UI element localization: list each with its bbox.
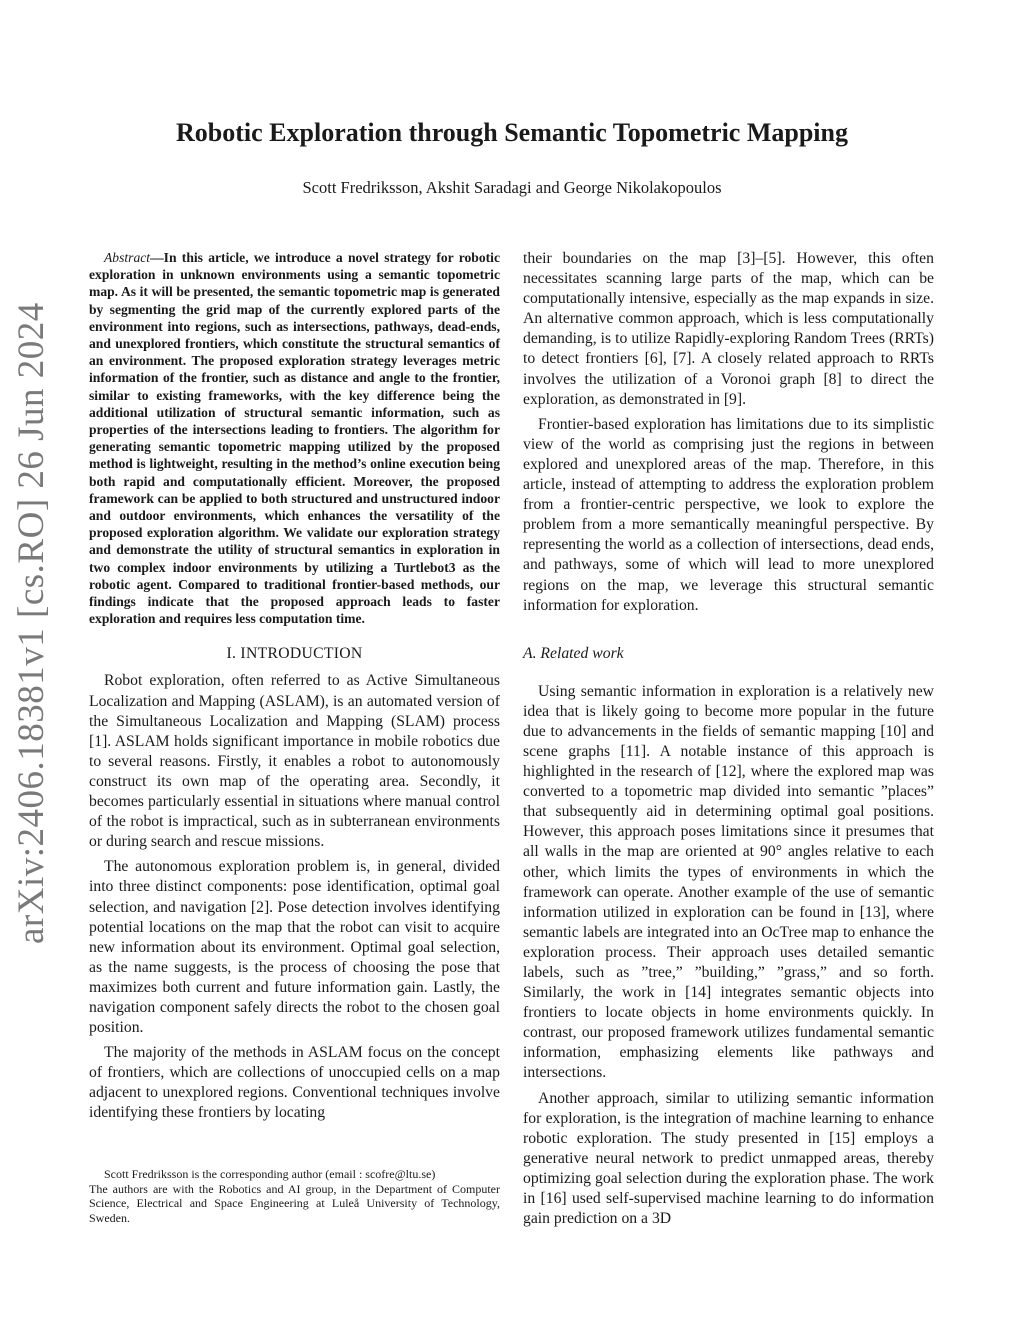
footnote-affiliation: The authors are with the Robotics and AI group, in the Department of Computer Science, Electrical and Space Engineering at Luleå University of Technology, Sweden. <box>89 1181 500 1225</box>
paper-title: Robotic Exploration through Semantic Topometric Mapping <box>176 118 848 147</box>
related-work-paragraph-2: Another approach, similar to utilizing semantic information for exploration, is the integration of machine learning to enhance robotic exploration. The study presented in [15] employs a generative neural network to predict unmapped areas, thereby optimizing goal selection during the exploration phase. The work in [16] used self-supervised machine learning to do information gain prediction on a 3D <box>523 1089 934 1228</box>
footnote-corresponding-author: Scott Fredriksson is the corresponding author (email : scofre@ltu.se) <box>104 1167 436 1181</box>
abstract-text: In this article, we introduce a novel strategy for robotic exploration in unknown environments using a semantic topometric map. As it will be presented, the semantic topometric map is generated by segmenting the grid map of the currently explored parts of the environment into regions, such as intersections, pathways, dead-ends, and unexplored frontiers, which constitute the structural semantics of an environment. The proposed exploration strategy leverages metric information of the frontier, such as distance and angle to the frontier, similar to existing frameworks, with the key difference being the additional utilization of structural semantic information, such as properties of the intersections leading to frontiers. The algorithm for generating semantic topometric mapping utilized by the proposed method is lightweight, resulting in the method’s online execution being both rapid and computationally efficient. Moreover, the proposed framework can be applied to both structured and unstructured indoor and outdoor environments, which enhances the versatility of the proposed exploration algorithm. We validate our exploration strategy and demonstrate the utility of structural semantics in exploration in two complex indoor environments by utilizing a Turtlebot3 as the robotic agent. Compared to traditional frontier-based methods, our findings indicate that the proposed approach leads to faster exploration and requires less computation time. <box>89 250 500 627</box>
right-paragraph-1: their boundaries on the map [3]–[5]. However, this often necessitates scanning large parts of the map, which can be computationally intensive, especially as the map expands in size. An alternative common approach, which is less computationally demanding, is to utilize Rapidly-exploring Random Trees (RRTs) to detect frontiers [6], [7]. A closely related approach to RRTs involves the utilization of a Voronoi graph [8] to direct the exploration, as demonstrated in [9]. <box>523 250 934 408</box>
author-list: Scott Fredriksson, Akshit Saradagi and George Nikolakopoulos <box>302 178 722 197</box>
intro-paragraph-1: Robot exploration, often referred to as Active Simultaneous Localization and Mapping (ASLAM), is an automated version of the Simultaneous Localization and Mapping (SLAM) process [1]. ASLAM holds significant importance in mobile robotics due to several reasons. Firstly, it enables a robot to autonomously construct its own map of the operating area. Secondly, it becomes particularly essential in situations where manual control of the robot is impractical, such as in subterranean environments or during search and rescue missions. <box>89 672 500 851</box>
right-paragraph-2: Frontier-based exploration has limitations due to its simplistic view of the world as comprising just the regions in between explored and unexplored areas of the map. Therefore, in this article, instead of attempting to address the exploration problem from a frontier-centric perspective, we look to explore the problem from a more semantically meaningful perspective. By representing the world as a collection of intersections, dead ends, and pathways, some of which will lead to more unexplored regions on the map, we leverage this structural semantic information for exploration. <box>523 415 934 614</box>
arxiv-identifier: arXiv:2406.18381v1 [cs.RO] 26 Jun 2024 <box>11 302 52 944</box>
right-column <box>523 249 934 1229</box>
intro-paragraph-2: The autonomous exploration problem is, in general, divided into three distinct components: pose identification, optimal goal selection, and navigation [2]. Pose detection involves identifying potential locations on the map that the robot can visit to acquire new information about its environment. Optimal goal selection, as the name suggests, is the process of choosing the pose that maximizes both current and future information gain. Lastly, the navigation component safely directs the robot to the chosen goal position. <box>89 858 500 1037</box>
section-heading-introduction: I. INTRODUCTION <box>226 645 363 663</box>
left-column <box>89 249 500 1124</box>
abstract <box>89 249 500 627</box>
footnote <box>89 1167 500 1225</box>
related-work-paragraph-1: Using semantic information in exploration is a relatively new idea that is likely going to become more popular in the future due to advancements in the fields of semantic mapping [10] and scene graphs [11]. A notable instance of this approach is highlighted in the research of [12], where the explored map was converted to a topometric map divided into semantic ”places” that subsequently aid in determining optimal goal positions. However, this approach poses limitations since it presumes that all walls in the map are oriented at 90° angles relative to each other, which limits the types of environments in which the framework can operate. Another example of the use of semantic information utilized in exploration can be found in [13], where semantic labels are integrated into an OcTree map to enhance the exploration process. Their approach uses detailed semantic labels, such as ”tree,” ”building,” ”grass,” and so forth. Similarly, the work in [14] integrates semantic objects into frontiers to locate objects in home environments quickly. In contrast, our proposed framework utilizes fundamental semantic information, emphasizing elements like pathways and intersections. <box>523 682 934 1082</box>
subsection-heading-related-work: A. Related work <box>523 644 624 662</box>
intro-paragraph-3: The majority of the methods in ASLAM focus on the concept of frontiers, which are collections of unoccupied cells on a map adjacent to unexplored regions. Conventional techniques involve identifying these frontiers by locating <box>89 1044 500 1122</box>
abstract-dash: — <box>150 250 164 265</box>
abstract-label: Abstract <box>104 250 151 265</box>
